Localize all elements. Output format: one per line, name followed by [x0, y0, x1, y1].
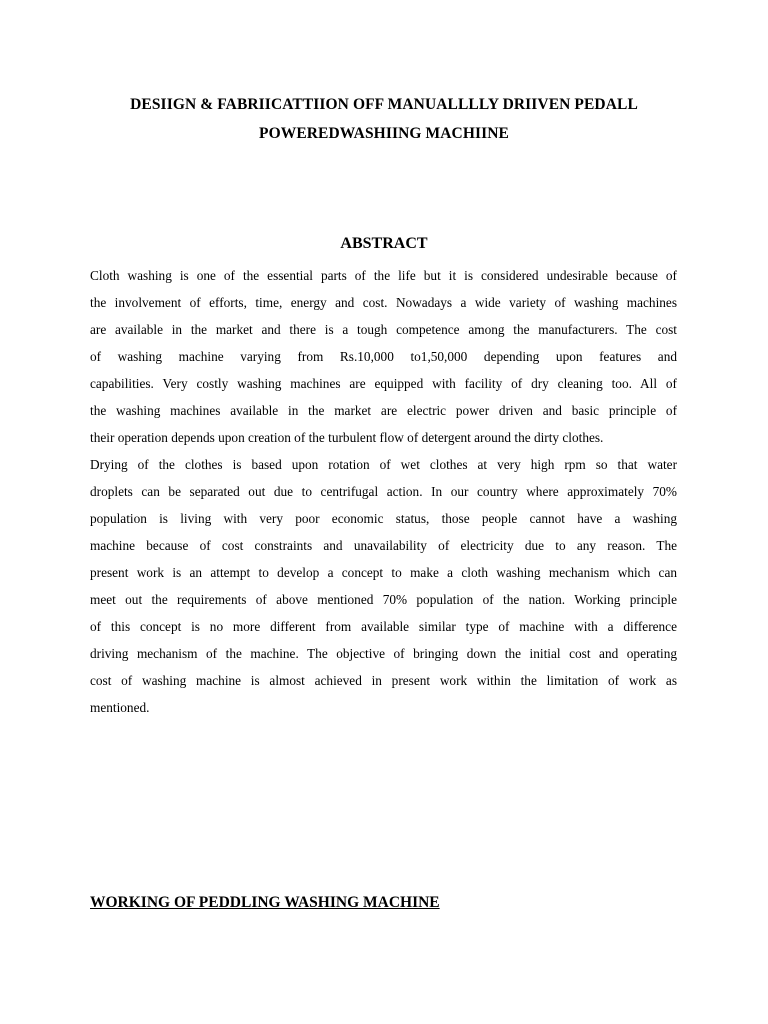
abstract-line: population is living with very poor economic status, those people cannot have a washing [90, 511, 677, 526]
abstract-line: mentioned. [90, 700, 150, 715]
abstract-line: Drying of the clothes is based upon rotation of wet clothes at very high rpm so that water [90, 457, 677, 472]
abstract-line: meet out the requirements of above mentioned 70% population of the nation. Working principle [90, 592, 677, 607]
abstract-line: Cloth washing is one of the essential parts of the life but it is considered undesirable because of [90, 268, 677, 283]
abstract-line: capabilities. Very costly washing machines are equipped with facility of dry cleaning too. All of [90, 376, 677, 391]
abstract-body [90, 262, 677, 721]
abstract-line: are available in the market and there is a tough competence among the manufacturers. The cost [90, 322, 677, 337]
section-heading-working: WORKING OF PEDDLING WASHING MACHINE [90, 894, 440, 911]
abstract-line: the washing machines available in the market are electric power driven and basic principle of [90, 403, 677, 418]
abstract-line: the involvement of efforts, time, energy and cost. Nowadays a wide variety of washing machines [90, 295, 677, 310]
abstract-line: of this concept is no more different from available similar type of machine with a difference [90, 619, 677, 634]
abstract-line: driving mechanism of the machine. The objective of bringing down the initial cost and operating [90, 646, 677, 661]
abstract-line: their operation depends upon creation of the turbulent flow of detergent around the dirty clothes. [90, 430, 604, 445]
abstract-line: cost of washing machine is almost achieved in present work within the limitation of work as [90, 673, 677, 688]
abstract-line: machine because of cost constraints and unavailability of electricity due to any reason. The [90, 538, 677, 553]
document-title-line-2: POWEREDWASHIING MACHIINE [259, 125, 509, 142]
abstract-line: present work is an attempt to develop a concept to make a cloth washing mechanism which can [90, 565, 677, 580]
abstract-line: of washing machine varying from Rs.10,000 to1,50,000 depending upon features and [90, 349, 677, 364]
abstract-line: droplets can be separated out due to centrifugal action. In our country where approximately 70% [90, 484, 677, 499]
document-title-line-1: DESIIGN & FABRIICATTIION OFF MANUALLLLY DRIIVEN PEDALL [130, 96, 638, 113]
abstract-heading: ABSTRACT [340, 235, 428, 252]
